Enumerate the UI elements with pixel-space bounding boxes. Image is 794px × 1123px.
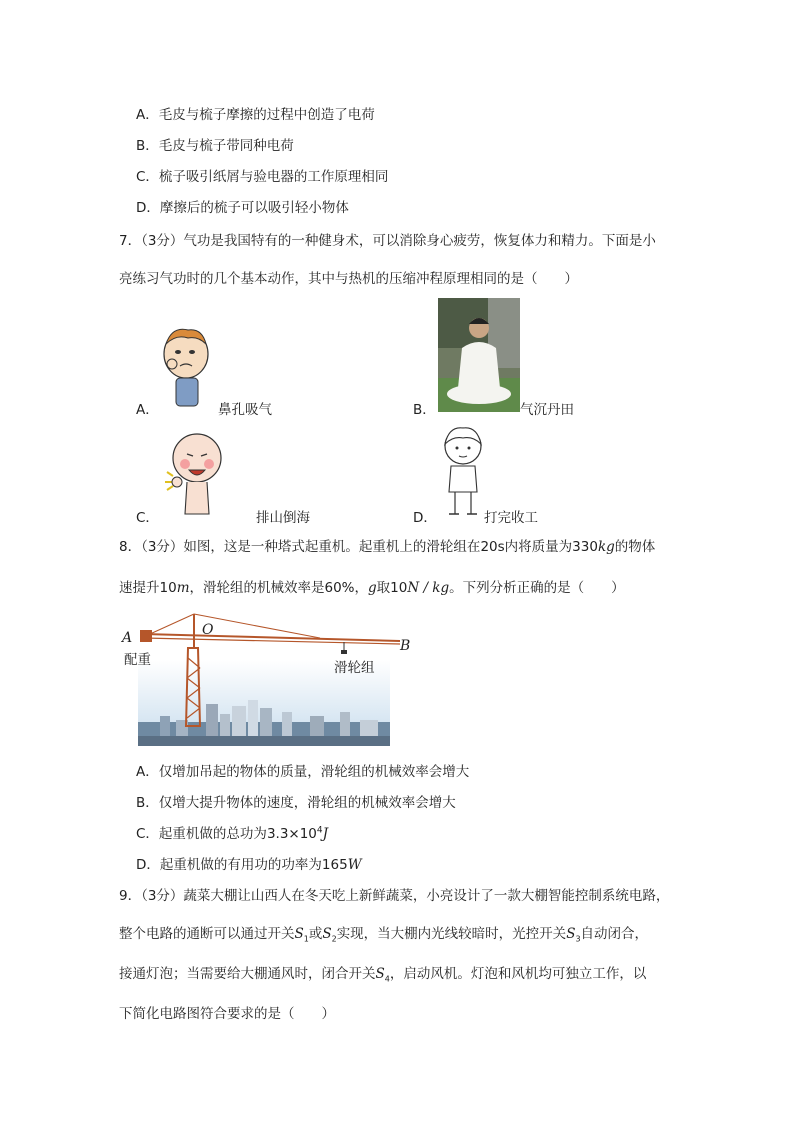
q9-stem-line-1: 9．（3分）蔬菜大棚让山西人在冬天吃上新鲜蔬菜，小亮设计了一款大棚智能控制系统电路， (119, 888, 670, 904)
q7-option-a-letter: A． (136, 402, 159, 418)
q7-option-a-image (158, 322, 218, 410)
q7-option-c-letter: C． (136, 510, 159, 526)
q7-option-b-label: 气沉丹田 (520, 402, 574, 418)
q8-fig-label-o: O (202, 622, 214, 638)
q8-fig-label-b: B (400, 638, 411, 654)
q7-stem-line-2: 亮练习气功时的几个基本动作，其中与热机的压缩冲程原理相同的是（ ） (119, 271, 578, 287)
q7-option-b-letter: B． (413, 402, 436, 418)
q7-option-d-letter: D． (413, 510, 437, 526)
q8-option-a: A．仅增加吊起的物体的质量，滑轮组的机械效率会增大 (136, 764, 470, 780)
q6-option-a: A．毛皮与梳子摩擦的过程中创造了电荷 (136, 107, 375, 123)
q7-option-b-image (438, 298, 520, 412)
q8-fig-label-a: A (122, 630, 133, 646)
q8-fig-label-pulley: 滑轮组 (334, 660, 375, 676)
q8-option-d: D．起重机做的有用功的功率为165W (136, 857, 362, 873)
q7-stem-line-1: 7．（3分）气功是我国特有的一种健身术，可以消除身心疲劳，恢复体力和精力。下面是小 (119, 233, 656, 249)
q7-option-d-label: 打完收工 (484, 510, 538, 526)
q8-crane-figure (120, 608, 420, 748)
q8-stem-line-2: 速提升10m，滑轮组的机械效率是60%，g取10N / kg。下列分析正确的是（ ） (119, 580, 625, 596)
q9-stem-line-4: 下简化电路图符合要求的是（ ） (119, 1006, 335, 1022)
q8-fig-label-counterweight: 配重 (124, 652, 151, 668)
q7-option-c-image (163, 428, 229, 518)
q7-option-a-label: 鼻孔吸气 (218, 402, 272, 418)
q8-stem-line-1: 8．（3分）如图，这是一种塔式起重机。起重机上的滑轮组在20s内将质量为330kg的物体 (119, 539, 656, 555)
q8-option-b: B．仅增大提升物体的速度，滑轮组的机械效率会增大 (136, 795, 456, 811)
q6-option-c: C．梳子吸引纸屑与验电器的工作原理相同 (136, 169, 389, 185)
q6-option-d: D．摩擦后的梳子可以吸引轻小物体 (136, 200, 349, 216)
q6-option-b: B．毛皮与梳子带同种电荷 (136, 138, 294, 154)
q7-option-c-label: 排山倒海 (256, 510, 310, 526)
q9-stem-line-2: 整个电路的通断可以通过开关$S_1$或$S_2$实现，当大棚内光线较暗时，光控开关$S_3$自动闭合， (119, 926, 649, 944)
q7-option-d-image (437, 422, 489, 522)
q8-option-c: C．起重机做的总功为$3.3\times 10^4J$ (136, 825, 329, 842)
q9-stem-line-3: 接通灯泡；当需要给大棚通风时，闭合开关$S_4$，启动风机。灯泡和风机均可独立工作，以 (119, 966, 647, 984)
